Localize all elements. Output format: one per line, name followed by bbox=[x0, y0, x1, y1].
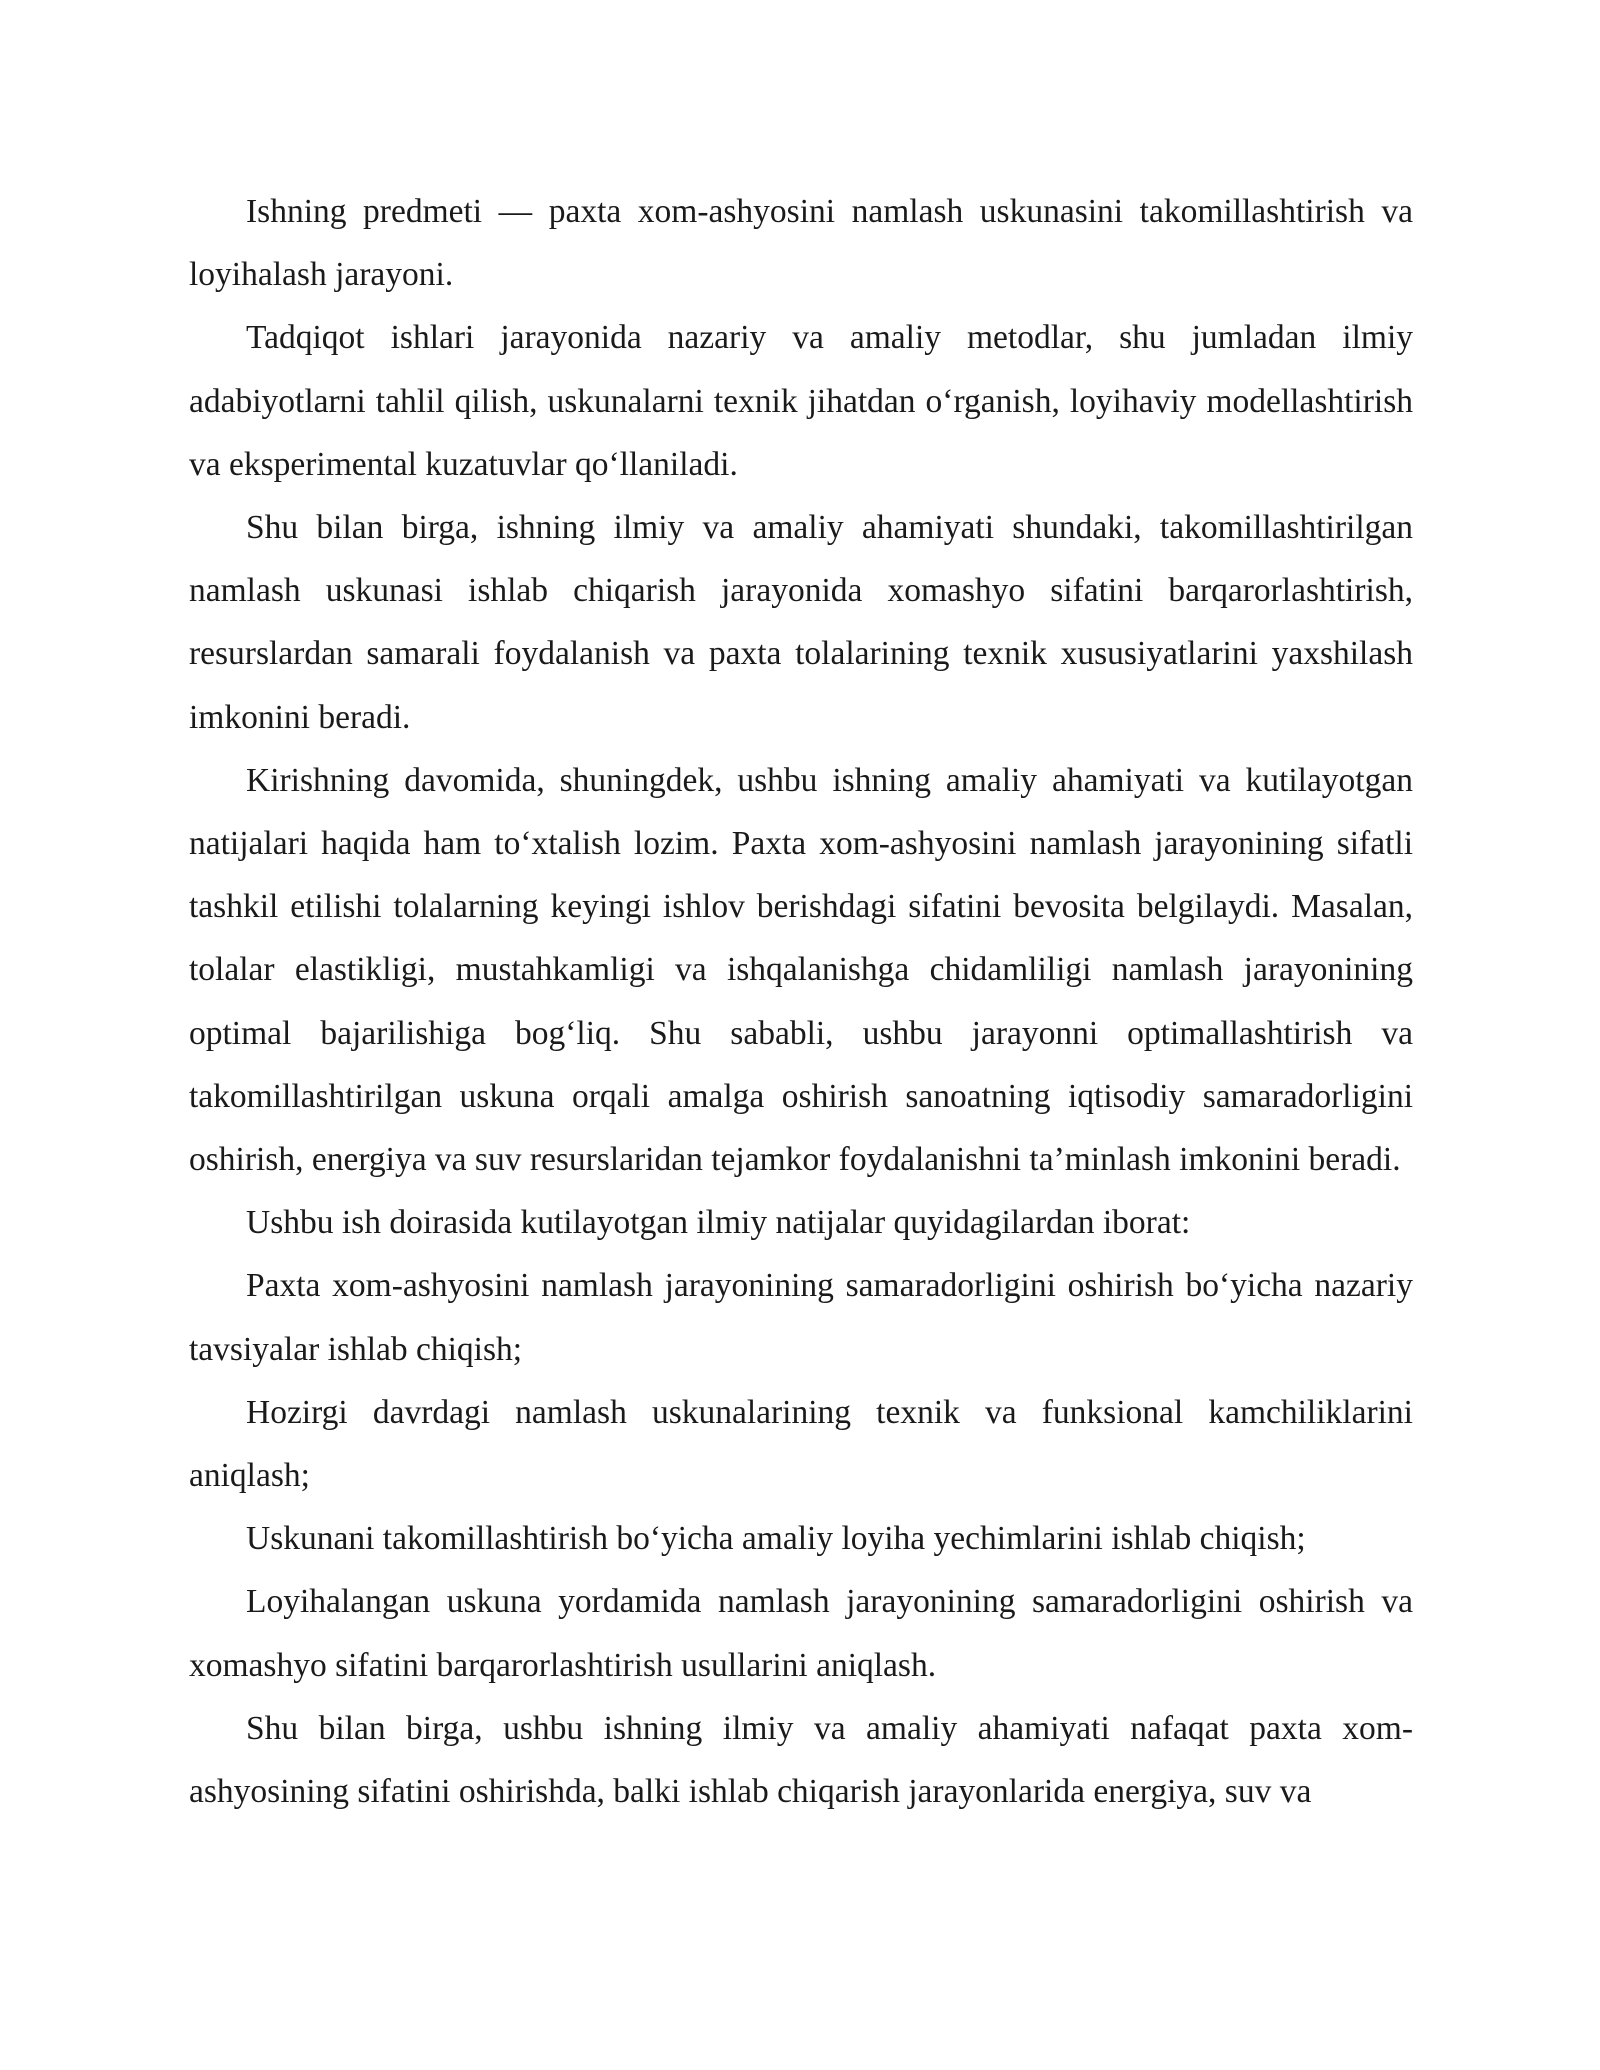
paragraph-significance: Shu bilan birga, ishning ilmiy va amaliy ahamiyati shundaki, takomillashtirilgan namlash uskunasi ishlab chiqarish jarayonida xomashyo sifatini barqarorlashtirish, resurslardan samarali foydalanish va paxta tolalarining texnik xususiyatlarini yaxshilash imkonini beradi. bbox=[189, 509, 1413, 736]
paragraph-result-4: Loyihalangan uskuna yordamida namlash jarayonining samaradorligini oshirish va xomashyo sifatini barqarorlashtirish usullarini aniqlash. bbox=[189, 1583, 1413, 1684]
paragraph-result-1: Paxta xom-ashyosini namlash jarayonining samaradorligini oshirish bo‘yicha nazariy tavsiyalar ishlab chiqish; bbox=[189, 1267, 1413, 1368]
paragraph-result-2: Hozirgi davrdagi namlash uskunalarining texnik va funksional kamchiliklarini aniqlash; bbox=[189, 1393, 1413, 1495]
paragraph-methods: Tadqiqot ishlari jarayonida nazariy va amaliy metodlar, shu jumladan ilmiy adabiyotlarni tahlil qilish, uskunalarni texnik jihatdan o‘rganish, loyihaviy modellashtirish va eksperimental kuzatuvlar qo‘llaniladi. bbox=[189, 319, 1413, 483]
paragraph-subject: Ishning predmeti — paxta xom-ashyosini namlash uskunasini takomillashtirish va loyihalash jarayoni. bbox=[189, 193, 1413, 294]
paragraph-continuation: Shu bilan birga, ushbu ishning ilmiy va amaliy ahamiyati nafaqat paxta xom-ashyosining sifatini oshirishda, balki ishlab chiqarish jarayonlarida energiya, suv va bbox=[189, 1709, 1413, 1811]
document-page bbox=[189, 180, 1413, 1823]
paragraph-result-3: Uskunani takomillashtirish bo‘yicha amaliy loyiha yechimlarini ishlab chiqish; bbox=[246, 1520, 1306, 1558]
paragraph-practical-importance: Kirishning davomida, shuningdek, ushbu ishning amaliy ahamiyati va kutilayotgan natijalari haqida ham to‘xtalish lozim. Paxta xom-ashyosini namlash jarayonining sifatli tashkil etilishi tolalarning keyingi ishlov berishdagi sifatini bevosita belgilaydi. Masalan, tolalar elastikligi, mustahkamligi va ishqalanishga chidamliligi namlash jarayonining optimal bajarilishiga bog‘liq. Shu sababli, ushbu jarayonni optimallashtirish va takomillashtirilgan uskuna orqali amalga oshirish sanoatning iqtisodiy samaradorligini oshirish, energiya va suv resurslaridan tejamkor foydalanishni ta’minlash imkonini beradi. bbox=[189, 761, 1413, 1179]
paragraph-expected-results-intro: Ushbu ish doirasida kutilayotgan ilmiy natijalar quyidagilardan iborat: bbox=[246, 1204, 1191, 1242]
